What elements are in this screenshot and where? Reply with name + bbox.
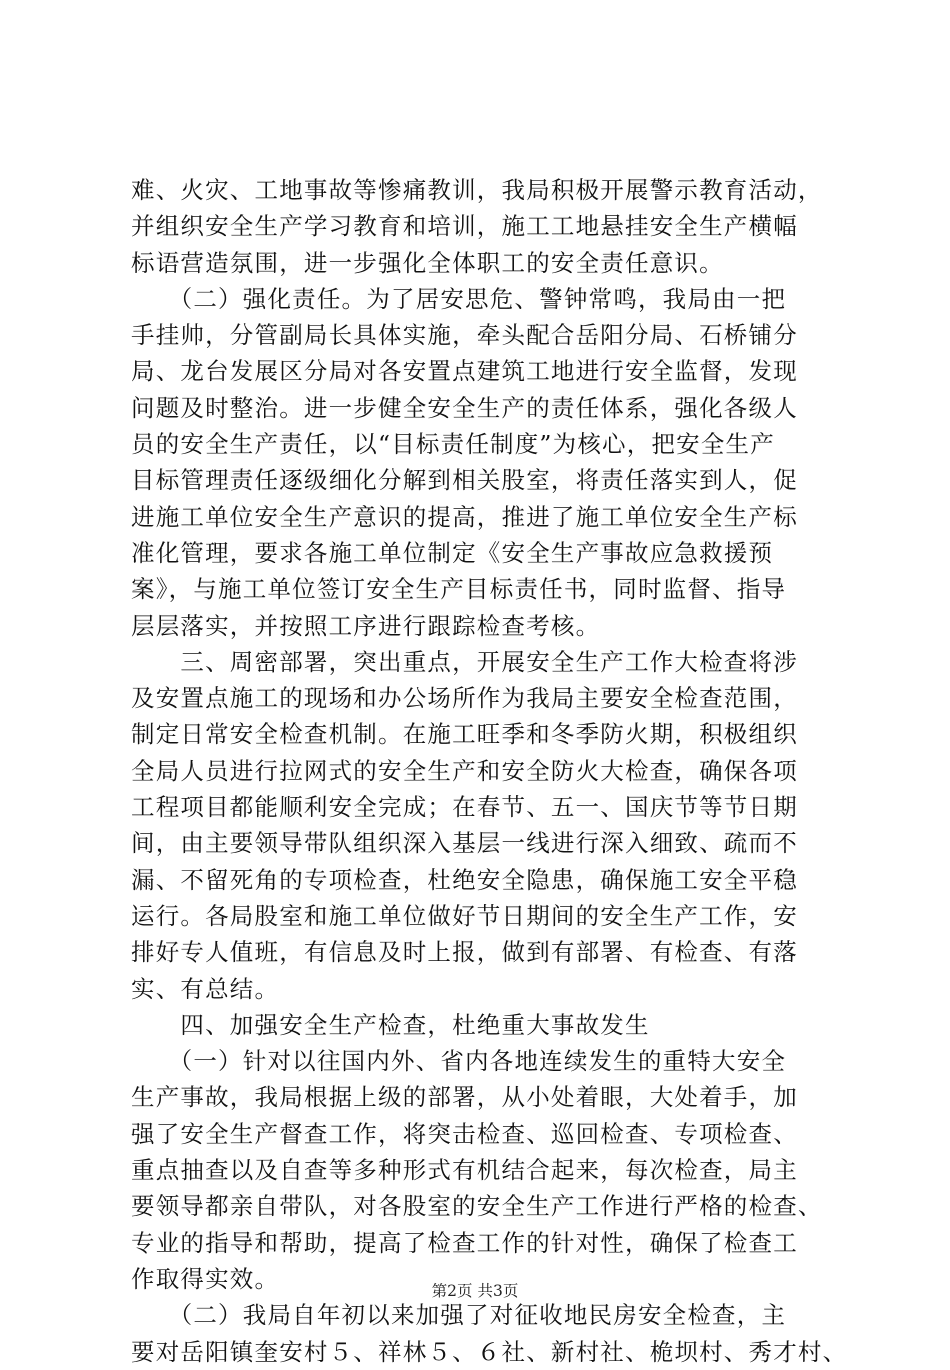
text-line: 要领导都亲自带队，对各股室的安全生产工作进行严格的检查、 bbox=[131, 1192, 823, 1221]
text-line: 目标管理责任逐级细化分解到相关股室，将责任落实到人，促 bbox=[131, 466, 798, 495]
text-line: 局、龙台发展区分局对各安置点建筑工地进行安全监督，发现 bbox=[131, 357, 798, 386]
page-number-footer: 第2页 共3页 bbox=[431, 1282, 519, 1300]
text-line: 运行。各局股室和施工单位做好节日期间的安全生产工作，安 bbox=[131, 901, 798, 930]
text-line: 并组织安全生产学习教育和培训，施工工地悬挂安全生产横幅 bbox=[131, 212, 798, 241]
text-line: 层层落实，并按照工序进行跟踪检查考核。 bbox=[131, 611, 601, 640]
text-line: 进施工单位安全生产意识的提高，推进了施工单位安全生产标 bbox=[131, 502, 798, 531]
text-line: （一）针对以往国内外、省内各地连续发生的重特大安全 bbox=[131, 1047, 787, 1076]
text-line: 制定日常安全检查机制。在施工旺季和冬季防火期，积极组织 bbox=[131, 720, 798, 749]
text-line: 员的安全生产责任，以“目标责任制度”为核心，把安全生产 bbox=[131, 430, 775, 459]
text-line: 要对岳阳镇奎安村５、祥林５、６社、新村社、桅坝村、秀才村、 bbox=[131, 1337, 848, 1366]
text-line: 及安置点施工的现场和办公场所作为我局主要安全检查范围， bbox=[131, 684, 798, 713]
body-text bbox=[131, 172, 851, 1370]
text-line: 实、有总结。 bbox=[131, 974, 280, 1003]
text-line: 问题及时整治。进一步健全安全生产的责任体系，强化各级人 bbox=[131, 393, 798, 422]
text-line: 手挂帅，分管副局长具体实施，牵头配合岳阳分局、石桥铺分 bbox=[131, 321, 798, 350]
text-line: 排好专人值班，有信息及时上报，做到有部署、有检查、有落 bbox=[131, 938, 798, 967]
text-line: 重点抽查以及自查等多种形式有机结合起来，每次检查，局主 bbox=[131, 1156, 798, 1185]
text-line: 案》，与施工单位签订安全生产目标责任书，同时监督、指导 bbox=[131, 575, 787, 604]
text-line: 专业的指导和帮助，提高了检查工作的针对性，确保了检查工 bbox=[131, 1228, 798, 1257]
text-line: 三、周密部署，突出重点，开展安全生产工作大检查将涉 bbox=[131, 647, 798, 676]
text-line: 全局人员进行拉网式的安全生产和安全防火大检查，确保各项 bbox=[131, 756, 798, 785]
text-line: 间，由主要领导带队组织深入基层一线进行深入细致、疏而不 bbox=[131, 829, 798, 858]
text-line: 准化管理，要求各施工单位制定《安全生产事故应急救援预 bbox=[131, 538, 774, 567]
section-heading: 四、加强安全生产检查，杜绝重大事故发生 bbox=[131, 1010, 650, 1039]
text-line: （二）我局自年初以来加强了对征收地民房安全检查，主 bbox=[131, 1301, 787, 1330]
text-line: 标语营造氛围，进一步强化全体职工的安全责任意识。 bbox=[131, 248, 724, 277]
text-line: 生产事故，我局根据上级的部署，从小处着眼，大处着手，加 bbox=[131, 1083, 798, 1112]
text-line: 难、火灾、工地事故等惨痛教训，我局积极开展警示教育活动， bbox=[131, 176, 823, 204]
text-line: 工程项目都能顺利安全完成；在春节、五一、国庆节等节日期 bbox=[131, 793, 798, 822]
text-line: 强了安全生产督查工作，将突击检查、巡回检查、专项检查、 bbox=[131, 1119, 798, 1148]
text-line: （二）强化责任。为了居安思危、警钟常鸣，我局由一把 bbox=[131, 284, 787, 313]
text-line: 作取得实效。 bbox=[131, 1264, 280, 1293]
text-line: 漏、不留死角的专项检查，杜绝安全隐患，确保施工安全平稳 bbox=[131, 865, 798, 894]
